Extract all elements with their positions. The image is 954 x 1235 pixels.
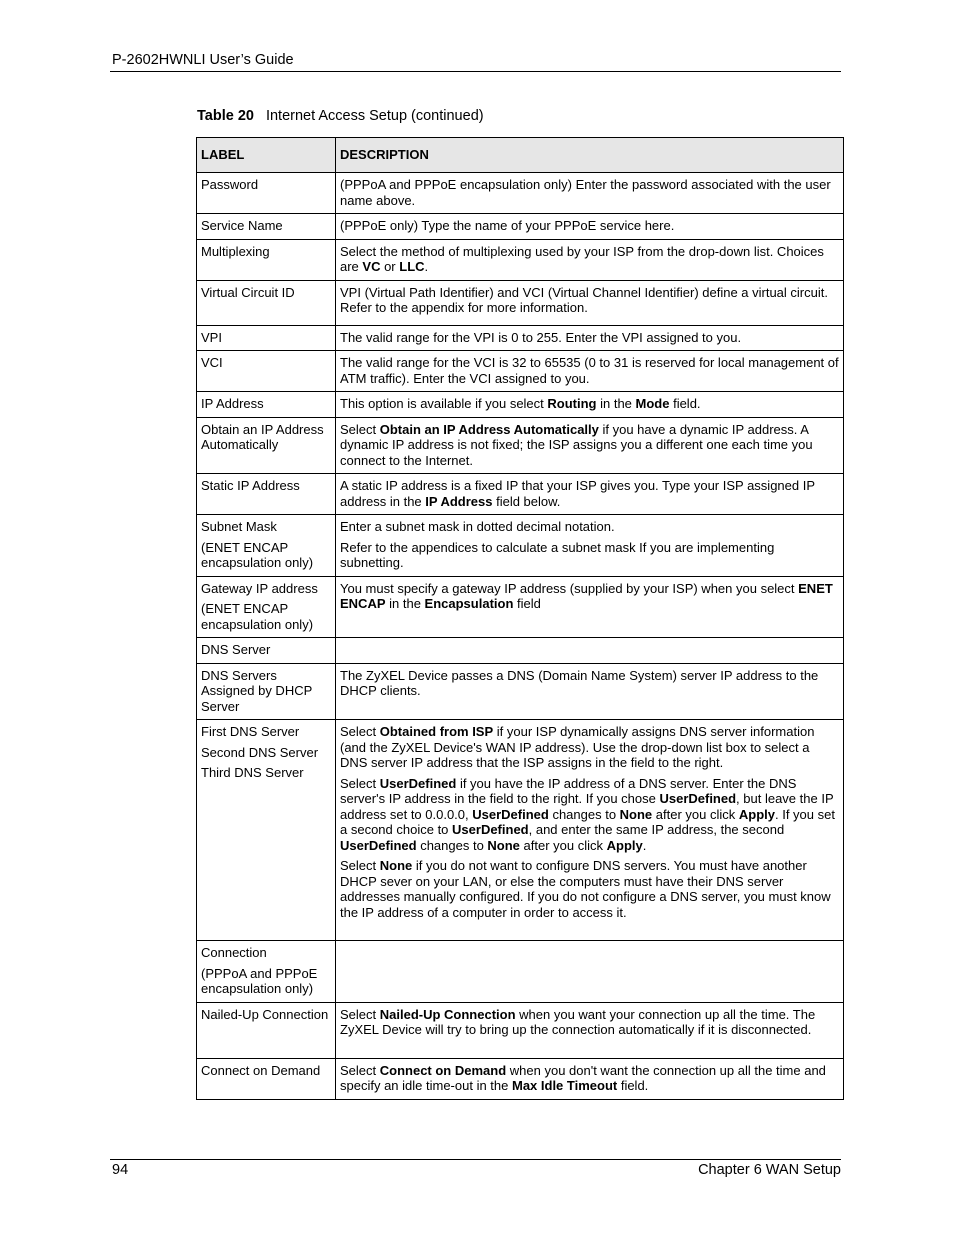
label-cell <box>197 941 336 1003</box>
description-emphasis: None <box>619 806 653 822</box>
description-cell <box>336 515 844 577</box>
table-row <box>197 392 844 418</box>
description-text: Select <box>340 1062 380 1078</box>
label-text: VPI <box>201 329 222 345</box>
description-text: Select <box>340 421 380 437</box>
label-cell <box>197 638 336 664</box>
page-number: 94 <box>112 1162 129 1178</box>
description-cell <box>336 638 844 664</box>
description-text: VPI (Virtual Path Identifier) and VCI (Virtual Channel Identifier) define a virtual circuit. Refer to the appendix for more information. <box>340 284 828 315</box>
description-column-header: DESCRIPTION <box>336 138 844 173</box>
description-paragraph <box>340 581 839 612</box>
description-cell <box>336 239 844 280</box>
description-text: , and enter the same IP address, the second <box>528 822 785 837</box>
description-emphasis: Max Idle Timeout <box>511 1078 618 1093</box>
table-row <box>197 720 844 941</box>
label-cell <box>197 214 336 240</box>
label-column-header: LABEL <box>197 138 336 173</box>
description-text: You must specify a gateway IP address (supplied by your ISP) when you select <box>340 580 799 596</box>
description-emphasis: Obtain an IP Address Automatically <box>379 421 599 437</box>
label-cell <box>197 663 336 720</box>
label-cell <box>197 280 336 325</box>
description-paragraph <box>340 519 839 535</box>
label-text: Nailed-Up Connection <box>201 1006 329 1022</box>
label-cell <box>197 239 336 280</box>
description-paragraph <box>340 285 839 316</box>
description-text: if your ISP dynamically assigns DNS server information (and the ZyXEL Device's WAN IP address). Use the drop-down list box to select a DNS server IP address that the ISP assigns in the field to the right. <box>340 724 815 770</box>
label-text: Static IP Address <box>201 478 300 493</box>
table-row <box>197 474 844 515</box>
description-text: field below. <box>492 493 561 509</box>
description-paragraph <box>340 540 839 571</box>
table-row <box>197 351 844 392</box>
table-row <box>197 576 844 638</box>
description-paragraph <box>340 1063 839 1094</box>
description-cell <box>336 214 844 240</box>
table-row <box>197 638 844 664</box>
table-row <box>197 1002 844 1058</box>
description-cell <box>336 351 844 392</box>
table-caption <box>197 108 484 124</box>
description-text: changes to <box>416 837 488 853</box>
description-text: if you have the IP address of a DNS server. Enter the DNS server's IP address in the field to the right. If you chose <box>340 775 797 806</box>
description-cell <box>336 663 844 720</box>
description-text: after you click <box>652 806 739 822</box>
table-row <box>197 239 844 280</box>
table-row <box>197 663 844 720</box>
label-text: Connect on Demand <box>201 1062 321 1078</box>
label-text: Third DNS Server <box>201 765 304 780</box>
description-cell <box>336 417 844 474</box>
description-paragraph <box>340 355 839 386</box>
description-emphasis: LLC <box>399 259 425 274</box>
description-text: This option is available if you select <box>340 396 548 411</box>
label-text: DNS Server <box>201 642 271 657</box>
table-row <box>197 1058 844 1099</box>
description-emphasis: UserDefined <box>340 837 417 853</box>
description-emphasis: VC <box>362 259 381 274</box>
description-emphasis: Apply <box>606 837 643 853</box>
description-text: Enter a subnet mask in dotted decimal notation. <box>340 519 615 534</box>
description-emphasis: UserDefined <box>472 806 549 822</box>
description-text: The valid range for the VCI is 32 to 65535 (0 to 31 is reserved for local management of ATM traffic). Enter the VCI assigned to you. <box>340 355 839 386</box>
label-cell <box>197 515 336 577</box>
description-text: Select <box>340 775 380 791</box>
description-paragraph <box>340 724 839 771</box>
label-text: Gateway IP address <box>201 580 318 596</box>
label-cell <box>197 1002 336 1058</box>
label-text: VCI <box>201 355 223 370</box>
table-row <box>197 214 844 240</box>
description-emphasis: Routing <box>547 396 597 411</box>
description-cell <box>336 392 844 418</box>
table-header-row <box>197 138 844 173</box>
description-text: . <box>424 259 429 274</box>
description-text: after you click <box>519 837 607 853</box>
label-cell <box>197 351 336 392</box>
page-header-title: P-2602HWNLI User’s Guide <box>112 52 294 68</box>
description-paragraph <box>340 776 839 854</box>
chapter-title: Chapter 6 WAN Setup <box>698 1162 841 1178</box>
description-text: field. <box>669 396 701 411</box>
label-cell <box>197 392 336 418</box>
table-row <box>197 280 844 325</box>
description-emphasis: None <box>379 858 413 873</box>
description-text: if you have a dynamic IP address. A dynamic IP address is not fixed; the ISP assigns you a different one each time you connect to the Internet. <box>340 421 813 468</box>
table-row <box>197 325 844 351</box>
label-text: Service Name <box>201 218 283 233</box>
description-text: if you do not want to configure DNS servers. You must have another DHCP sever on your LAN, or else the computers must have their DNS server addresses manually configured. If you do not configure a DNS server, you must know the IP address of a computer in order to access it. <box>340 858 831 920</box>
description-paragraph <box>340 177 839 208</box>
table-body <box>197 173 844 1100</box>
label-text: Multiplexing <box>201 243 270 259</box>
label-text: (PPPoA and PPPoE encapsulation only) <box>201 965 318 996</box>
description-text: field. <box>617 1078 649 1093</box>
label-cell <box>197 173 336 214</box>
description-text: in the <box>385 596 425 611</box>
description-text: Select <box>340 858 380 873</box>
description-emphasis: UserDefined <box>659 791 737 806</box>
internet-access-table <box>196 137 844 1100</box>
label-text: Second DNS Server <box>201 744 319 760</box>
description-paragraph <box>340 422 839 469</box>
description-text: Select the method of multiplexing used by your ISP from the drop-down list. Choices are <box>340 243 824 274</box>
table-caption-number: Table 20 <box>197 108 254 124</box>
description-text: or <box>380 259 400 274</box>
label-text: (ENET ENCAP encapsulation only) <box>201 601 314 632</box>
description-cell <box>336 1002 844 1058</box>
description-text: in the <box>596 396 636 411</box>
description-text: when you don't want the connection up all the time and specify an idle time-out in the <box>340 1062 826 1093</box>
label-cell <box>197 720 336 941</box>
description-emphasis: IP Address <box>425 493 493 509</box>
description-text: The valid range for the VPI is 0 to 255. Enter the VPI assigned to you. <box>340 329 742 345</box>
description-paragraph <box>340 1007 839 1038</box>
table-row <box>197 417 844 474</box>
label-text: IP Address <box>201 396 264 411</box>
label-text: DNS Servers Assigned by DHCP Server <box>201 667 313 714</box>
description-cell <box>336 1058 844 1099</box>
description-cell <box>336 576 844 638</box>
description-cell <box>336 325 844 351</box>
description-cell <box>336 280 844 325</box>
description-paragraph <box>340 396 839 412</box>
description-emphasis: Mode <box>635 396 670 411</box>
label-text: First DNS Server <box>201 724 300 739</box>
description-emphasis: Connect on Demand <box>379 1062 507 1078</box>
label-text: (ENET ENCAP encapsulation only) <box>201 539 314 570</box>
description-emphasis: Encapsulation <box>424 596 514 611</box>
description-text: Refer to the appendices to calculate a subnet mask If you are implementing subnetting. <box>340 539 775 570</box>
label-text: Password <box>201 177 259 192</box>
description-text: Select <box>340 1006 380 1022</box>
label-text: Virtual Circuit ID <box>201 284 295 300</box>
description-cell <box>336 474 844 515</box>
description-emphasis: Nailed-Up Connection <box>379 1006 516 1022</box>
description-cell <box>336 173 844 214</box>
description-emphasis: ENET ENCAP <box>340 580 833 611</box>
label-cell <box>197 1058 336 1099</box>
table-caption-text: Internet Access Setup (continued) <box>265 108 484 124</box>
description-paragraph <box>340 218 839 234</box>
description-text: . If you set a second choice to <box>340 806 835 837</box>
description-emphasis: None <box>487 837 520 853</box>
description-text: , but leave the IP address set to 0.0.0.0, <box>340 791 834 822</box>
description-text: Select <box>340 724 380 739</box>
description-text: when you want your connection up all the time. The ZyXEL Device will try to bring up the connection automatically if it is disconnected. <box>340 1006 816 1037</box>
table-row <box>197 173 844 214</box>
description-text: changes to <box>548 806 620 822</box>
description-paragraph <box>340 858 839 920</box>
table-row <box>197 515 844 577</box>
label-cell <box>197 474 336 515</box>
description-text: (PPPoE only) Type the name of your PPPoE service here. <box>340 218 675 233</box>
description-paragraph <box>340 668 839 699</box>
description-emphasis: Obtained from ISP <box>379 724 494 739</box>
description-text: (PPPoA and PPPoE encapsulation only) Enter the password associated with the user name above. <box>340 177 831 208</box>
description-cell <box>336 941 844 1003</box>
description-text: field <box>513 596 541 611</box>
header-divider <box>110 71 841 72</box>
label-cell <box>197 576 336 638</box>
label-text: Subnet Mask <box>201 519 277 534</box>
description-emphasis: UserDefined <box>379 775 457 791</box>
description-paragraph <box>340 330 839 346</box>
description-text: The ZyXEL Device passes a DNS (Domain Name System) server IP address to the DHCP clients. <box>340 667 819 698</box>
description-cell <box>336 720 844 941</box>
description-text: A static IP address is a fixed IP that your ISP gives you. Type your ISP assigned IP address in the <box>340 478 815 509</box>
description-emphasis: Apply <box>738 806 775 822</box>
description-text: . <box>642 837 647 853</box>
table-row <box>197 941 844 1003</box>
label-cell <box>197 325 336 351</box>
label-cell <box>197 417 336 474</box>
description-paragraph <box>340 244 839 275</box>
description-emphasis: UserDefined <box>452 822 529 837</box>
footer-divider <box>110 1159 841 1160</box>
label-text: Connection <box>201 945 267 960</box>
label-text: Obtain an IP Address Automatically <box>201 421 324 452</box>
description-paragraph <box>340 478 839 509</box>
